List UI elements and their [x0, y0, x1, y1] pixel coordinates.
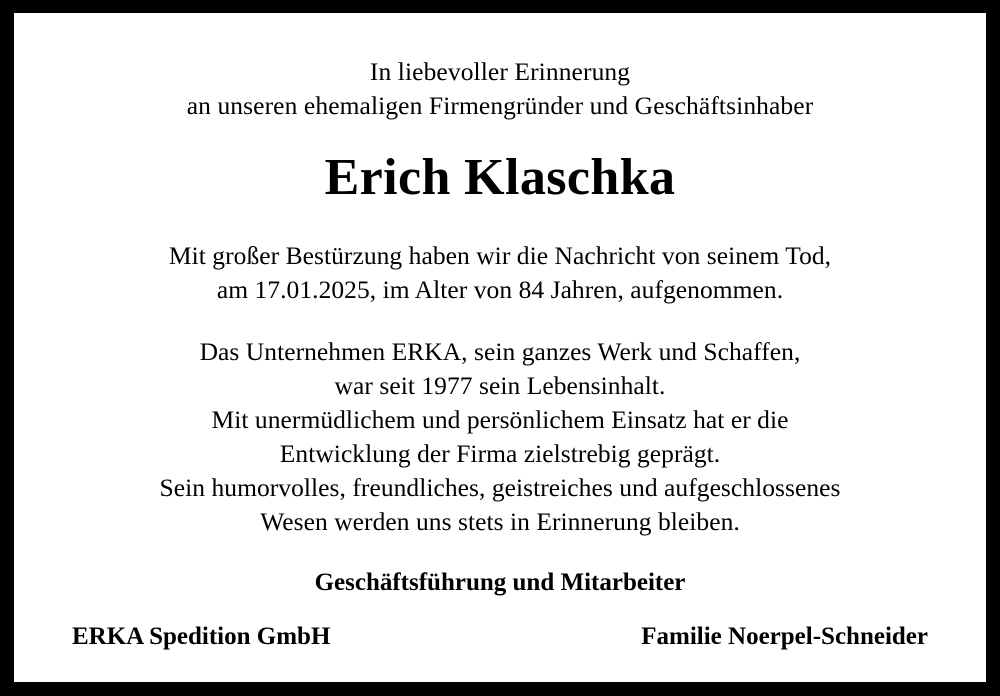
tribute-line-3: Mit unermüdlichem und persönlichem Einsatz hat er die — [211, 404, 789, 434]
intro-line-1: In liebevoller Erinnerung — [369, 57, 631, 86]
intro-text — [187, 55, 814, 122]
deceased-name: Erich Klaschka — [324, 149, 676, 207]
tribute-line-2: war seit 1977 sein Lebensinhalt. — [334, 371, 666, 401]
footer-row — [44, 623, 956, 651]
intro-line-2: an unseren ehemaligen Firmengründer und Geschäftsinhaber — [186, 90, 814, 120]
tribute-line-5: Sein humorvolles, freundliches, geistreiches und aufgeschlossenes — [159, 472, 841, 502]
tribute-line-4: Entwicklung der Firma zielstrebig geprägt. — [279, 438, 721, 468]
death-message — [169, 239, 831, 307]
tribute-line-1: Das Unternehmen ERKA, sein ganzes Werk und Schaffen, — [199, 337, 801, 367]
death-message-line-1: Mit großer Bestürzung haben wir die Nachricht von seinem Tod, — [168, 241, 832, 271]
footer-family: Familie Noerpel-Schneider — [641, 622, 928, 650]
tribute-line-6: Wesen werden uns stets in Erinnerung bleiben. — [260, 506, 740, 536]
tribute-text — [160, 335, 841, 538]
footer-company: ERKA Spedition GmbH — [72, 622, 331, 650]
obituary-card — [14, 13, 986, 682]
death-message-line-2: am 17.01.2025, im Alter von 84 Jahren, aufgenommen. — [216, 275, 784, 305]
signoff-text: Geschäftsführung und Mitarbeiter — [314, 568, 686, 596]
